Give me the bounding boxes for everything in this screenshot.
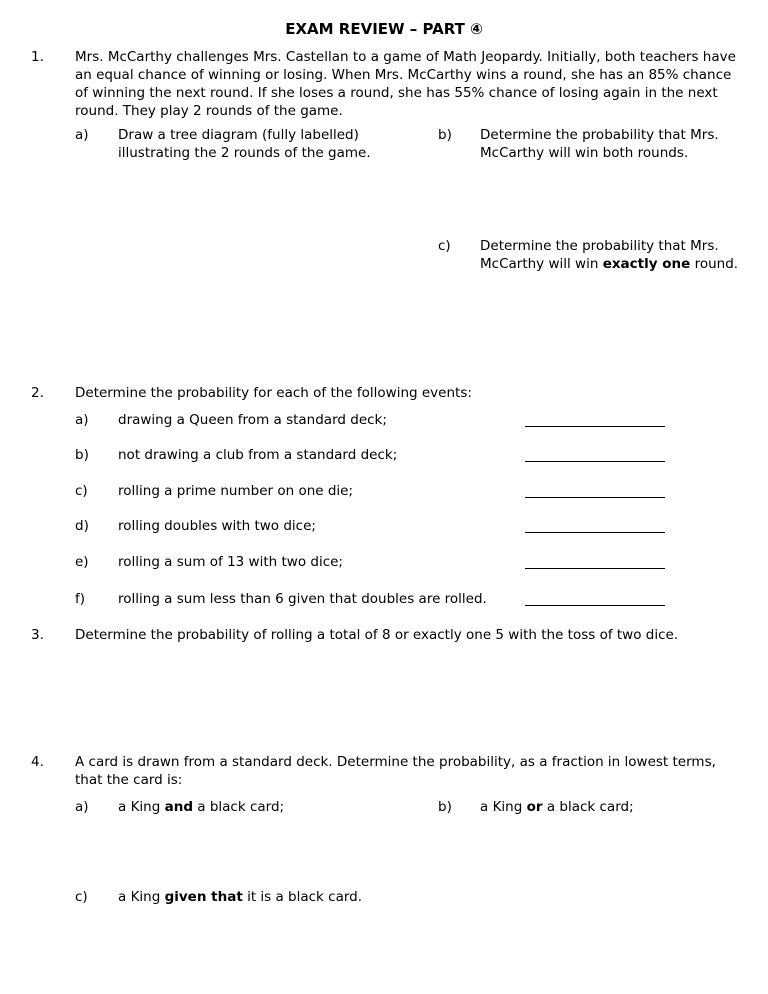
q2-item-d-answer-line[interactable] — [525, 516, 665, 533]
question-4-text: A card is drawn from a standard deck. Determine the probability, as a fraction in lowest terms, that the card is: — [75, 754, 716, 788]
q2-item-f-text: rolling a sum less than 6 given that doubles are rolled. — [118, 591, 487, 607]
question-3-number: 3. — [31, 627, 44, 643]
q4-part-a-text: a King and a black card; — [118, 799, 285, 815]
question-4-number: 4. — [31, 754, 44, 770]
q1-part-a-label: a) — [75, 127, 89, 143]
page-title: EXAM REVIEW – PART ④ — [285, 20, 483, 38]
q2-item-c-label: c) — [75, 483, 88, 499]
q2-item-e-answer-line[interactable] — [525, 552, 665, 569]
q2-item-a-text: drawing a Queen from a standard deck; — [118, 412, 387, 428]
question-1-text: Mrs. McCarthy challenges Mrs. Castellan to a game of Math Jeopardy. Initially, both teachers have an equal chance of winning or losing. When Mrs. McCarthy wins a round, she has an 85% chance of winning the next round. If she loses a round, she has 55% chance of losing again in the next round. They play 2 rounds of the game. — [75, 49, 736, 119]
q2-item-f-label: f) — [75, 591, 86, 607]
question-2-number: 2. — [31, 385, 44, 401]
q1-part-b-label: b) — [438, 127, 452, 143]
question-1-number: 1. — [31, 49, 44, 65]
q2-item-a-answer-line[interactable] — [525, 410, 665, 427]
q2-item-b-answer-line[interactable] — [525, 445, 665, 462]
q1-part-b-text: Determine the probability that Mrs. McCarthy will win both rounds. — [480, 127, 719, 161]
q2-item-c-answer-line[interactable] — [525, 481, 665, 498]
q4-part-a-label: a) — [75, 799, 89, 815]
q2-item-f-answer-line[interactable] — [525, 589, 665, 606]
question-3-text: Determine the probability of rolling a total of 8 or exactly one 5 with the toss of two dice. — [75, 627, 679, 643]
q2-item-c-text: rolling a prime number on one die; — [118, 483, 354, 499]
q2-item-b-text: not drawing a club from a standard deck; — [118, 447, 398, 463]
q1-part-a-text: Draw a tree diagram (fully labelled) illustrating the 2 rounds of the game. — [118, 127, 371, 161]
q4-part-b-text: a King or a black card; — [480, 799, 634, 815]
q2-item-d-text: rolling doubles with two dice; — [118, 518, 316, 534]
q2-item-d-label: d) — [75, 518, 89, 534]
q2-item-e-label: e) — [75, 554, 89, 570]
q4-part-c-label: c) — [75, 889, 88, 905]
q2-item-a-label: a) — [75, 412, 89, 428]
q2-item-b-label: b) — [75, 447, 89, 463]
q1-part-c-text: Determine the probability that Mrs. McCarthy will win exactly one round. — [480, 238, 739, 272]
q4-part-c-text: a King given that it is a black card. — [118, 889, 363, 905]
q2-item-e-text: rolling a sum of 13 with two dice; — [118, 554, 343, 570]
q4-part-b-label: b) — [438, 799, 452, 815]
q1-part-c-label: c) — [438, 238, 451, 254]
question-2-text: Determine the probability for each of the following events: — [75, 385, 472, 401]
